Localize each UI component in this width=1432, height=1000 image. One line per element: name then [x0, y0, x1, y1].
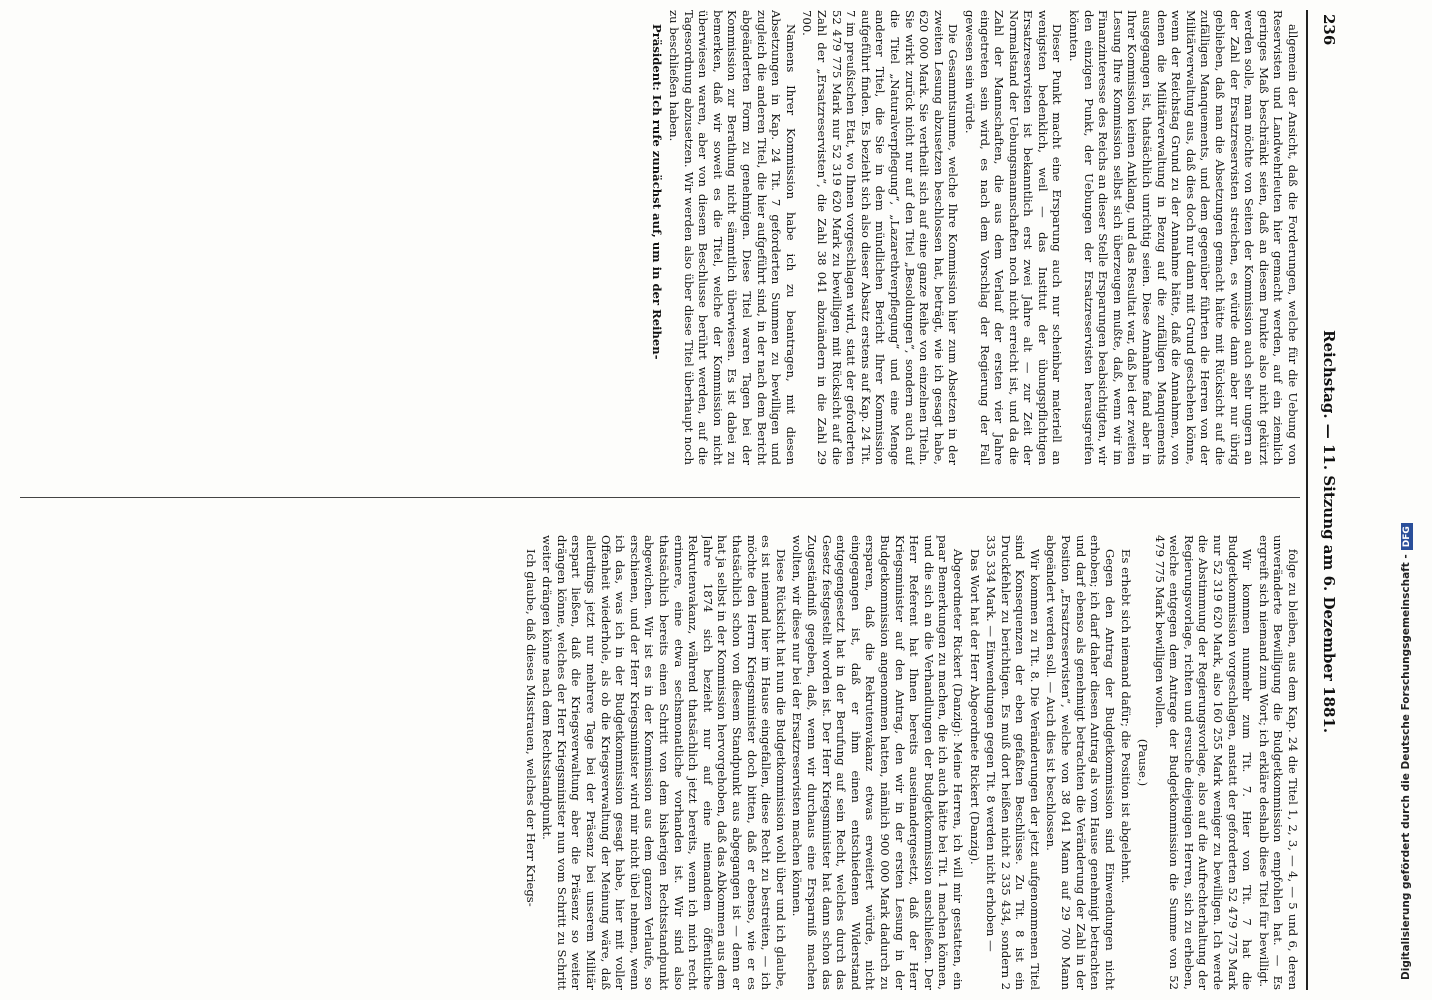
footer-credit: [1400, 0, 1413, 1000]
left-paragraph: allgemein der Ansicht, daß die Forderungen, welche für die Uebung von Reservisten und Landwehrleuten hier gemacht werden, auf ein ziemlich geringes Maß beschränkt seien, daß an diesem Punkte also nicht gekürzt werden solle, man möchte von Seiten der Kommission auch sehr ungern an der Zahl der Ersatzreservisten streichen, es würde dann aber nur übrig geblieben, daß man die Absetzungen gemacht hätte mit Rücksicht auf die zufälligen Manquements, und dem gegenüber führten die Herren von der Militärverwaltung aus, daß dies doch nur dann mit Grund geschehen könne, wenn der Reichstag Grund zu der Annahme hätte, daß die Annahmen, von denen die Militärverwaltung in Bezug auf die zufälligen Manquements ausgegangen ist, thatsächlich unrichtig seien. Diese Annahme fand aber in Ihrer Kommission keinen Anklang, und das Resultat war, daß bei der zweiten Lesung Ihre Kommission selbst sich überzeugen mußte, daß, wenn wir im Finanzinteresse des Reichs an dieser Stelle Ersparungen beabsichtigten, wir den einzigen Punkt, der Uebungen der Ersatzreservisten herausgreifen könnten.: [1067, 10, 1300, 465]
right-paragraph: Das Wort hat der Herr Abgeordnete Rickert (Danzig).: [967, 549, 982, 865]
right-paragraph-pause: (Pause.): [1136, 738, 1151, 787]
left-paragraph: Namens Ihrer Kommission habe ich zu beantragen, mit diesen Absetzungen in Kap. 24 Tit. 7 geforderten Summen zu bewilligen und zugleich die anderen Titel, die hier aufgeführt sind, in der nach dem Bericht abgeänderten Form zu genehmigen. Diese Titel waren Tagen bei der Kommission zur Berathung nicht sämmtlich überwiesen. Es ist dabei zu bemerken, daß wir soweit es die Titel, welche der Kommission nicht überwiesen waren, aber von diesem Beschlusse berührt werden, auf die Tagesordnung abzusetzen. Wir werden also über diese Titel überhaupt noch zu beschließen haben.: [667, 10, 798, 465]
header-rule: [1306, 10, 1308, 990]
right-paragraph: folge zu bleiben, aus dem Kap. 24 die Titel 1, 2, 3, — 4, — 5 und 6, deren unveränderte Bewilligung die Budgetkommission empfohlen hat. — Es ergreift sich niemand zum Wort; ich erkläre deshalb diese Titel für bewilligt.: [1256, 535, 1300, 990]
page-header: [1314, 0, 1340, 1000]
right-paragraph: Diese Rücksicht hat nun die Budgetkommission wohl über und ich glaube, es ist niemand hier im Hause eingefallen, diese Recht zu bestreiten, — ich möchte den Herrn Kriegsminister doch bitten, daß er ebenso, wie er es thatsächlich schon von diesem Standpunkt aus abgegangen ist — denn er hat ja selbst in der Kommission hervorgehoben, daß das Abkommen aus dem Jahre 1874 sich bezieht nur auf eine niemandem öffentliche Rekrutenvakanz, während thatsächlich jetzt bereits, wenn ich mich recht erinnere, eine etwa sechsmonatliche vorhanden ist. Wir sind also thatsächlich bereits einen Schritt von dem bisherigen Rechtsstandpunkt abgewichen. Wir ist es in der Kommission aus dem ganzen Verlaufe, so erschienen, und der Herr Kriegsminister wird mir nicht übel nehmen, wenn ich das, was ich in der Budgetkommission gesagt habe, hier mit voller Offenheit wiederhole, als ob die Kriegsverwaltung der Meinung wäre, daß allerdings jetzt nur mehrere Tage bei der Präsenz bei unserem Militär erspart ließen, daß die Kriegsverwaltung aber die Präsenz so weiter drängen könne, welches der Herr Kriegsminister nun vom Schritt zu Schritt weiter drängen könne nach dem Rechtsstandpunkt.: [540, 535, 788, 990]
right-paragraph: Wir kommen zu Tit. 8. Die Veränderungen der jetzt aufgenommenen Titel sind Konsequenzen der eben gefaßten Beschlüsse. Zu Tit. 8 ist ein Druckfehler zu berichtigen. Es muß dort heißen nicht 2 335 434, sondern 2 335 334 Mark. — Einwendungen gegen Tit. 8 werden nicht erhoben —: [984, 535, 1042, 990]
page-number: 236: [1320, 14, 1338, 46]
right-paragraph-speech: Abgeordneter Rickert (Danzig): Meine Herren, ich will mir gestatten, ein paar Bemerkungen zu machen, die ich auch hätte bei Tit. 1 machen können, und die sich an die Verhandlungen der Budgetkommission anschließen. Der Herr Referent hat Ihnen bereits auseinandergesetzt, daß der Herr Kriegsminister auf den Antrag, den wir in der ersten Lesung in der Budgetkommission angenommen hatten, nämlich 900 000 Mark dadurch zu ersparen, daß die Rekrutenvakanz etwas erweitert würde, nicht eingegangen ist, daß er ihm einen entschiedenen Widerstand entgegengesetzt hat in der Berufung auf sein Recht, welches durch das Gesetz festgestellt worden ist. Der Herr Kriegsminister hat dann schon das Zugeständniß gegeben, daß, wenn wir durchaus eine Ersparniß machen wollten, wir diese nur bei der Ersatzreservisten machen können.: [790, 535, 965, 990]
right-paragraph: Es erhebt sich niemand dafür; die Position ist abgelehnt.: [1119, 549, 1134, 884]
left-column: [20, 10, 1300, 465]
right-paragraph: Ich glaube, daß dieses Misstrauen, welches der Herr Kriegs-: [523, 549, 538, 907]
dfg-logo: DFG: [1401, 523, 1413, 550]
left-paragraph: Die Gesammtsumme, welche Ihre Kommission hier zum Absetzen in der zweiten Lesung abzusetzen beschlossen hat, beträgt, wie ich gesagt habe, 620 000 Mark. Sie vertheilt sich auf eine ganze Reihe von einzelnen Titeln. Sie wirkt zurück nicht nur auf den Titel „Besoldungen“, sondern auch auf die Titel „Naturalverpflegung“, „Lazarethverpflegung“ und eine Menge anderer Titel, die Sie in dem mündlichen Bericht Ihrer Kommission aufgeführt finden. Es bezieht sich also dieser Absatz erstens auf Kap. 24 Tit. 7 im preußischen Etat, wo Ihnen vorgeschlagen wird, statt der geforderten 52 479 775 Mark nur 52 319 620 Mark zu bewilligen mit Rücksicht auf die Zahl der „Ersatzreservisten“, die Zahl 38 041 abzuändern in die Zahl 29 700.: [800, 10, 961, 465]
right-column: [20, 535, 1300, 990]
right-paragraph: Wir kommen nunmehr zum Tit. 7. Hier von Tit. 7 hat die Budgetkommission vorgeschlagen, anstatt der geforderten 52 479 775 Mark nur 52 319 620 Mark, also 160 255 Mark weniger zu bewilligen. Ich werde die Abstimmung der Regierungsvorlage, also auf die Aufrechterhaltung der Regierungsvorlage, richten und ersuche diejenigen Herren, sich zu erheben, welche entgegen dem Antrage der Budgetkommission die Summe von 52 479 775 Mark bewilligen wollen.: [1152, 535, 1255, 990]
footer-credit-text: Digitalisierung gefördert durch die Deutsche Forschungsgemeinschaft -: [1400, 554, 1412, 980]
footer-strip: [1400, 0, 1430, 1000]
column-divider: [20, 497, 1300, 498]
right-paragraph: Gegen den Antrag der Budgetkommission sind Einwendungen nicht erhoben; ich darf daher diesen Antrag als vom Hause genehmigt betrachten und darf ebenso als genehmigt betrachten die Veränderung der Zahl in der Position „Ersatzreservisten“, welche von 38 041 Mann auf 29 700 Mann abgeändert werden soll. — Auch dies ist beschlossen.: [1044, 535, 1117, 990]
left-paragraph-president: Präsident: Ich rufe zunächst auf, um in der Reihen-: [650, 24, 665, 360]
running-title: Reichstag. — 11. Sitzung am 6. Dezember 1881.: [1320, 330, 1338, 734]
left-paragraph: Dieser Punkt macht eine Ersparung auch nur scheinbar materiell an wenigsten bedenklich, weil — das Institut der übungspflichtigen Ersatzreservisten ist bekanntlich erst zwei Jahre alt — zur Zeit der Normalstand der Uebungsmannschaften noch nicht erreicht ist, und da die Zahl der Mannschaften, die aus dem Verlauf der ersten vier Jahre eingetreten sein wird, es nach dem Vorschlag der Regierung der Fall gewesen sein würde.: [962, 10, 1065, 465]
